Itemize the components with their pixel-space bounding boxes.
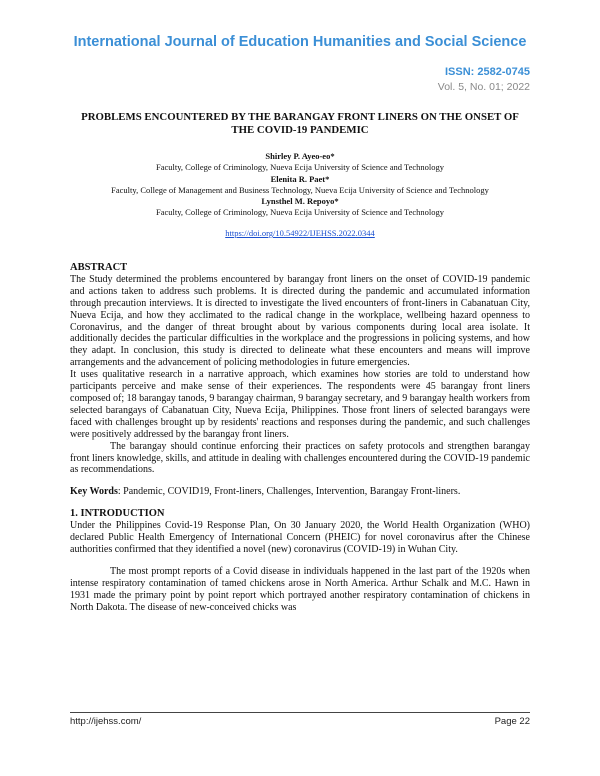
author-affiliation: Faculty, College of Criminology, Nueva Ecija University of Science and Technology (155, 207, 445, 218)
page-number: Page 22 (494, 716, 530, 727)
introduction-paragraph: The most prompt reports of a Covid disease in individuals happened in the last part of the 1920s when intense respiratory contamination of tamed chickens arose in North America. Arthur Schalk and M.C. Hawn in 1931 made the primary point by point report which portrayed another respiratory contamination of chickens in North Dakota. The disease of new-conceived chicks was (70, 565, 530, 613)
introduction-heading: 1. INTRODUCTION (70, 508, 165, 520)
doi-link[interactable]: https://doi.org/10.54922/IJEHSS.2022.0344 (225, 228, 375, 238)
introduction-paragraph: Under the Philippines Covid-19 Response Plan, On 30 January 2020, the World Health Organization (WHO) declared Public Health Emergency of International Concern (PHEIC) for novel coronavirus after the Chinese authorities confirmed that they identified a novel (new) coronavirus (COVID-19) in Wuhan City. (70, 520, 530, 555)
author-affiliation: Faculty, College of Management and Business Technology, Nueva Ecija University of Science and Technology (111, 184, 489, 195)
author-name: Shirley P. Ayeo-eo* (265, 151, 335, 161)
author-name: Lynsthel M. Repoyo* (261, 196, 339, 207)
abstract-paragraph: It uses qualitative research in a narrative approach, which examines how stories are told to understand how participants perceive and make sense of their experiences. The respondents were 45 barangay front liners composed of; 18 barangay tanods, 9 barangay chairman, 9 barangay secretary, and 9 barangay health workers from selected barangays of Cabanatuan City, Nueva Ecija, Philippines. Those front liners of selected barangays were faced with challenges brought up by residents' reactions and responses during the pandemic, and such challenges were positively addressed by the barangay front liners. (70, 369, 531, 440)
abstract-paragraph: The Study determined the problems encountered by barangay front liners on the onset of COVID-19 pandemic and actions taken to address such problems. It is directed during the pandemic and accumulated information through precaution interviews. It is directed to investigate the lived encounters of front-liners in Cabanatuan City, Nueva Ecija, and how they acclimated to the radical change in the workplace, wellbeing hazard openness to Coronavirus, and the danger of threat brought about by various components during local area isolate. It additionally decides the particular difficulties in the workplace and the progressions in policing systems, and how they adapt. In conclusion, this study is directed to delineate what these encounters and means will improve arrangements and the advancement of policing methodologies in future emergencies. (70, 273, 530, 369)
abstract-paragraph: The barangay should continue enforcing their practices on safety protocols and strengthen barangay front liners knowledge, skills, and attitude in dealing with challenges encountered during the COVID-19 pandemic as recommendations. (70, 440, 530, 476)
paper-body (70, 262, 530, 613)
volume-info: Vol. 5, No. 01; 2022 (437, 81, 530, 93)
keywords-label: Key Words (70, 486, 118, 498)
author-name: Elenita R. Paet* (270, 173, 330, 184)
keywords-text: : Pandemic, COVID19, Front-liners, Challenges, Intervention, Barangay Front-liners. (117, 486, 461, 498)
author-affiliation: Faculty, College of Criminology, Nueva Ecija University of Science and Technology (155, 162, 445, 173)
journal-title: International Journal of Education Humanities and Social Science (73, 34, 527, 50)
keywords-line (70, 486, 530, 498)
author-block (40, 151, 560, 219)
abstract-heading: ABSTRACT (70, 262, 128, 273)
paper-title: PROBLEMS ENCOUNTERED BY THE BARANGAY FRONT LINERS ON THE ONSET OF THE COVID-19 PANDEMIC (81, 111, 519, 136)
footer-url[interactable]: http://ijehss.com/ (70, 716, 142, 727)
footer-divider (70, 712, 530, 713)
issn: ISSN: 2582-0745 (445, 66, 530, 78)
